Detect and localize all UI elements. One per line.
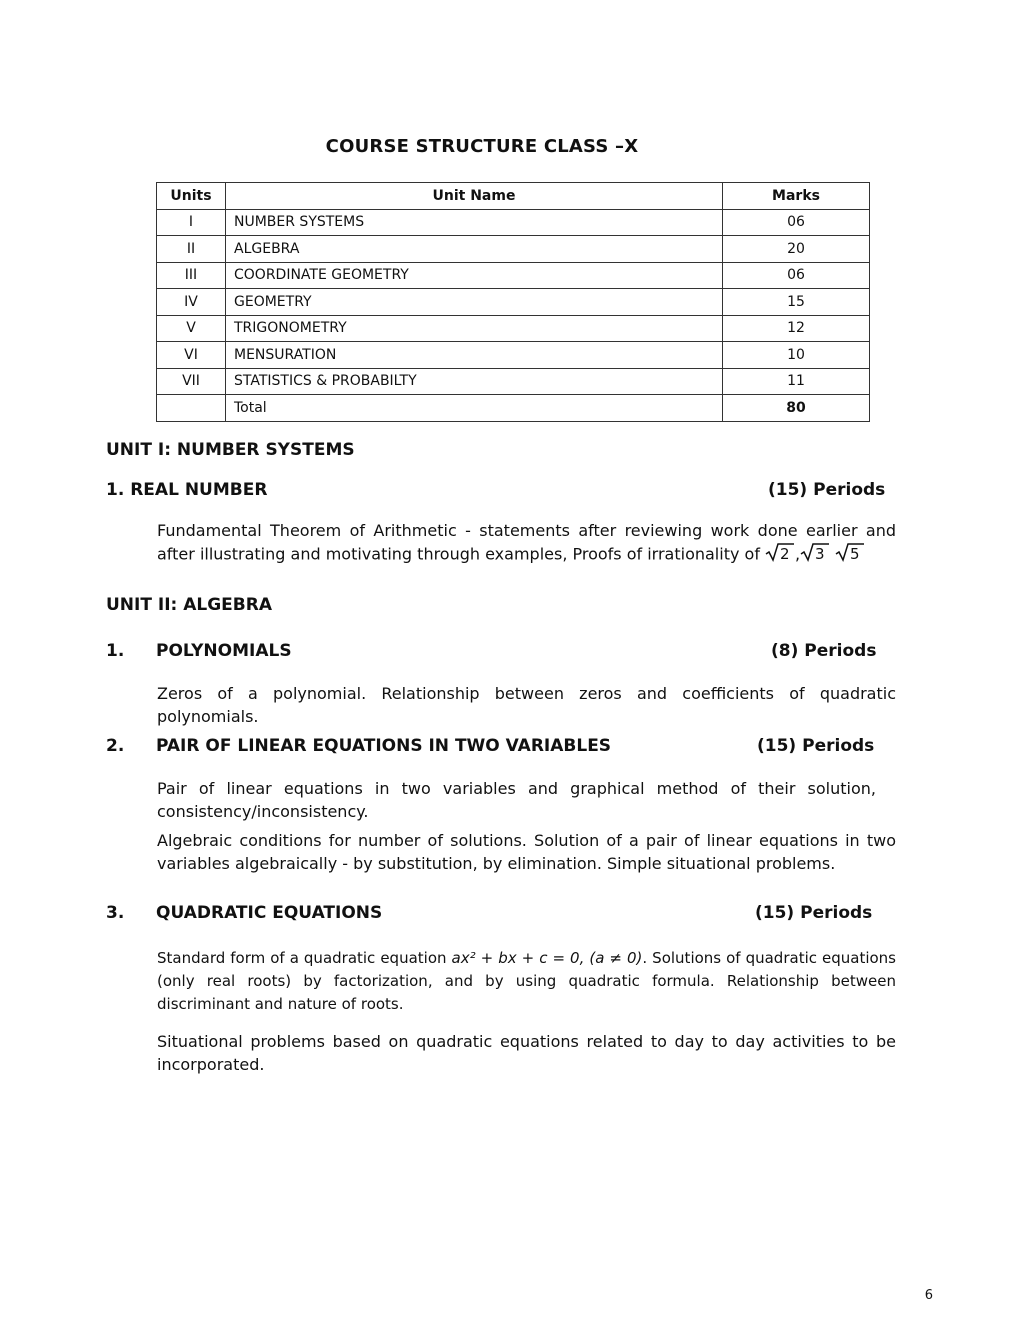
- table-row: [157, 368, 870, 395]
- topic1-text: Zeros of a polynomial. Relationship between zeros and coefficients of quadratic polynomials.: [157, 684, 896, 726]
- svg-text:2: 2: [780, 545, 790, 562]
- svg-text:5: 5: [850, 545, 860, 562]
- sqrt-2-icon: [765, 542, 795, 568]
- unit-number: VII: [157, 368, 226, 395]
- table-row: [157, 289, 870, 316]
- unit-marks: 10: [723, 342, 870, 369]
- topic3-text-1: [157, 947, 896, 1016]
- topic3-number: 3.: [106, 903, 125, 923]
- table-total-row: [157, 395, 870, 422]
- page-title: COURSE STRUCTURE CLASS –X: [325, 136, 639, 157]
- unit-marks: 20: [723, 236, 870, 263]
- topic1-title: POLYNOMIALS: [156, 641, 292, 661]
- table-header-row: [157, 183, 870, 210]
- unit1-text: Fundamental Theorem of Arithmetic - statements after reviewing work done earlier and after illustrating and motivating through examples, Proofs of irrationality of 2 , 3 5: [157, 519, 896, 568]
- header-units: Units: [157, 183, 226, 210]
- header-marks: Marks: [723, 183, 870, 210]
- unit-number: I: [157, 209, 226, 236]
- topic3-periods: (15) Periods: [755, 903, 873, 923]
- unit-number: II: [157, 236, 226, 263]
- unit-marks: 15: [723, 289, 870, 316]
- table-row: [157, 236, 870, 263]
- table-row: [157, 262, 870, 289]
- unit-number: VI: [157, 342, 226, 369]
- unit-name: TRIGONOMETRY: [226, 315, 723, 342]
- topic3-text-pre: Standard form of a quadratic equation: [157, 949, 447, 967]
- topic2-text-1: Pair of linear equations in two variables and graphical method of their solution, consistency/inconsistency.: [157, 779, 876, 821]
- course-structure-table: [156, 182, 870, 422]
- topic1-periods: (8) Periods: [771, 641, 877, 661]
- sqrt-5-icon: [835, 542, 865, 568]
- unit1-topic: 1. REAL NUMBER: [106, 480, 268, 500]
- unit1-description: Fundamental Theorem of Arithmetic - statements after reviewing work done earlier and after illustrating and motivating through examples, Proofs of irrationality of: [157, 521, 896, 564]
- topic2-number: 2.: [106, 736, 125, 756]
- unit-marks: 11: [723, 368, 870, 395]
- unit-marks: 12: [723, 315, 870, 342]
- table-row: [157, 315, 870, 342]
- topic3-text-2: Situational problems based on quadratic equations related to day to day activities to be incorporated.: [157, 1032, 896, 1074]
- unit1-heading: UNIT I: NUMBER SYSTEMS: [106, 440, 355, 460]
- topic1-number: 1.: [106, 641, 125, 661]
- quadratic-equation: ax² + bx + c = 0, (a ≠ 0): [451, 949, 643, 967]
- unit-name: COORDINATE GEOMETRY: [226, 262, 723, 289]
- unit-name: STATISTICS & PROBABILTY: [226, 368, 723, 395]
- header-unit-name: Unit Name: [226, 183, 723, 210]
- total-value: 80: [723, 395, 870, 422]
- unit-number: III: [157, 262, 226, 289]
- unit-number: V: [157, 315, 226, 342]
- unit-marks: 06: [723, 262, 870, 289]
- svg-text:3: 3: [815, 545, 825, 562]
- table-row: [157, 209, 870, 236]
- total-empty-cell: [157, 395, 226, 422]
- unit-name: NUMBER SYSTEMS: [226, 209, 723, 236]
- unit-name: MENSURATION: [226, 342, 723, 369]
- topic3-text-post: . Solutions of quadratic equations (only real roots) by factorization, and by using quadratic formula. Relationship between discriminant and nature of roots.: [157, 949, 896, 1013]
- table-row: [157, 342, 870, 369]
- total-label: Total: [226, 395, 723, 422]
- unit2-heading: UNIT II: ALGEBRA: [106, 595, 272, 615]
- topic3-title: QUADRATIC EQUATIONS: [156, 903, 383, 923]
- sqrt-3-icon: [800, 542, 830, 568]
- topic2-periods: (15) Periods: [757, 736, 875, 756]
- unit-name: GEOMETRY: [226, 289, 723, 316]
- unit-number: IV: [157, 289, 226, 316]
- topic2-title: PAIR OF LINEAR EQUATIONS IN TWO VARIABLES: [156, 736, 612, 756]
- page-number: 6: [924, 1288, 933, 1303]
- unit-name: ALGEBRA: [226, 236, 723, 263]
- unit-marks: 06: [723, 209, 870, 236]
- topic2-text-2: Algebraic conditions for number of solutions. Solution of a pair of linear equations in two variables algebraically - by substitution, by elimination. Simple situational problems.: [157, 831, 896, 873]
- unit1-periods: (15) Periods: [768, 480, 886, 500]
